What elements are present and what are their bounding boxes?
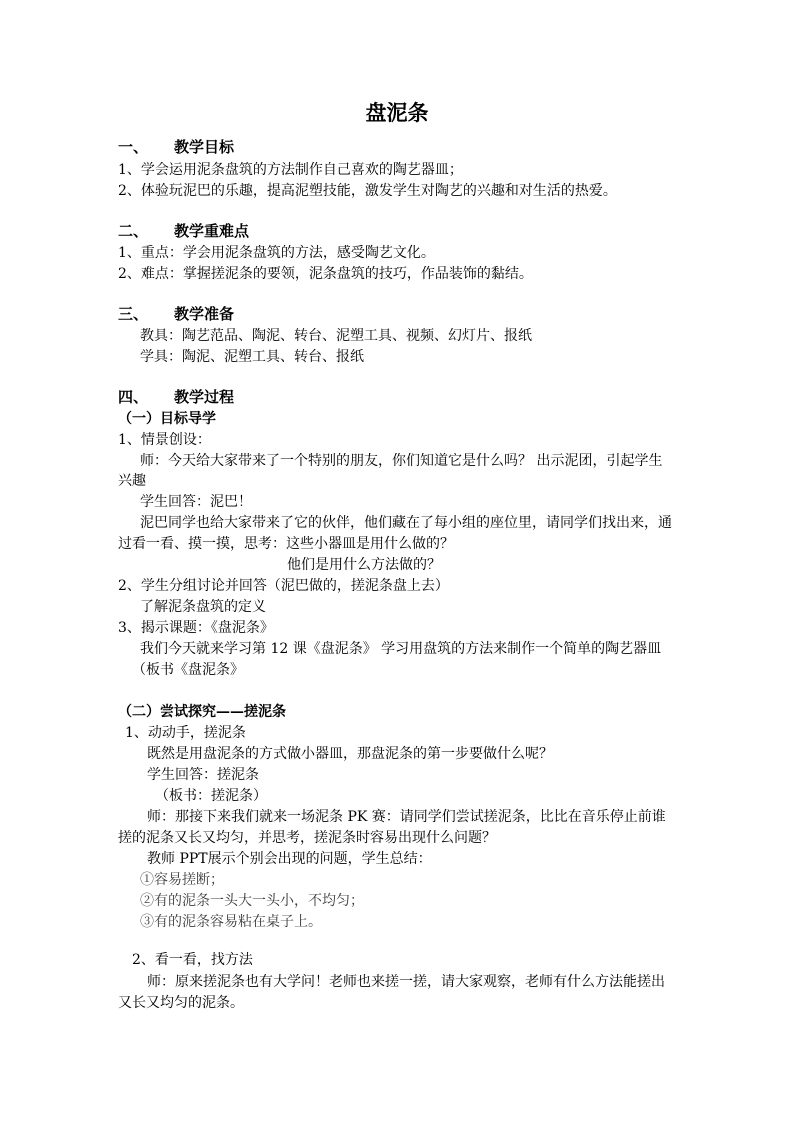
teaching-aids: 教具：陶艺范品、陶泥、转台、泥塑工具、视频、幻灯片、报纸 <box>140 328 532 344</box>
problem-item-3: ③有的泥条容易粘在桌子上。 <box>140 914 322 930</box>
key-point-item-2: 2、难点：掌握搓泥条的要领，泥条盘筑的技巧，作品装饰的黏结。 <box>118 266 533 282</box>
section-title: 教学重难点 <box>174 222 250 240</box>
problem-item-2: ②有的泥条一头大一头小，不均匀； <box>140 893 364 909</box>
paragraph-line: 师：那接下来我们就来一场泥条 PK 赛：请同学们尝试搓泥条，比比在音乐停止前谁 <box>147 809 666 825</box>
paragraph-line: 1、情景创设： <box>118 432 211 448</box>
subsection-heading-trial-exploration: （二）尝试探究——搓泥条 <box>118 704 286 720</box>
paragraph-line: 过看一看、摸一摸，思考：这些小器皿是用什么做的？ <box>118 536 454 552</box>
section-number: 二、 <box>118 222 149 240</box>
section-number: 四、 <box>118 388 149 406</box>
section-heading-process <box>118 387 234 407</box>
section-heading-preparation <box>118 304 234 324</box>
section-title: 教学过程 <box>174 388 235 406</box>
student-aids: 学具：陶泥、泥塑工具、转台、报纸 <box>140 349 364 365</box>
paragraph-line: 搓的泥条又长又均匀，并思考，搓泥条时容易出现什么问题？ <box>118 830 496 846</box>
section-title: 教学准备 <box>174 305 235 323</box>
paragraph-line: 师：今天给大家带来了一个特别的朋友，你们知道它是什么吗？ 出示泥团，引起学生 <box>140 453 663 469</box>
paragraph-line: （板书《盘泥条》 <box>132 662 244 678</box>
subsection-heading-goal-guidance: （一）目标导学 <box>118 411 216 427</box>
section-title: 教学目标 <box>174 138 235 156</box>
paragraph-line: 3、揭示课题：《盘泥条》 <box>118 620 274 636</box>
objective-item-1: 1、学会运用泥条盘筑的方法制作自己喜欢的陶艺器皿； <box>118 162 463 178</box>
paragraph-line: 了解泥条盘筑的定义 <box>140 599 266 615</box>
section-number: 三、 <box>118 305 149 323</box>
paragraph-line: 我们今天就来学习第 12 课《盘泥条》 学习用盘筑的方法来制作一个简单的陶艺器皿 <box>140 641 662 657</box>
section-heading-objectives <box>118 137 234 157</box>
paragraph-line: 学生回答：泥巴！ <box>140 494 252 510</box>
page-title: 盘泥条 <box>365 100 429 125</box>
paragraph-line: （板书：搓泥条） <box>155 788 267 804</box>
section-heading-key-points <box>118 221 249 241</box>
paragraph-line: 学生回答：搓泥条 <box>147 767 259 783</box>
paragraph-line: 既然是用盘泥条的方式做小器皿，那盘泥条的第一步要做什么呢？ <box>147 746 553 762</box>
paragraph-line: 2、看一看，找方法 <box>132 952 253 968</box>
paragraph-line: 又长又均匀的泥条。 <box>118 995 244 1011</box>
problem-item-1: ①容易搓断； <box>140 872 224 888</box>
paragraph-line: 师：原来搓泥条也有大学问！老师也来搓一搓，请大家观察，老师有什么方法能搓出 <box>147 974 665 990</box>
paragraph-line: 泥巴同学也给大家带来了它的伙伴，他们藏在了每小组的座位里，请同学们找出来，通 <box>140 515 672 531</box>
objective-item-2: 2、体验玩泥巴的乐趣，提高泥塑技能，激发学生对陶艺的兴趣和对生活的热爱。 <box>118 183 617 199</box>
paragraph-line: 教师 PPT展示个别会出现的问题，学生总结： <box>147 851 432 867</box>
paragraph-line: 他们是用什么方法做的？ <box>287 557 441 573</box>
paragraph-line: 兴趣 <box>118 473 146 489</box>
key-point-item-1: 1、重点：学会用泥条盘筑的方法，感受陶艺文化。 <box>118 245 435 261</box>
paragraph-line: 1、动动手，搓泥条 <box>125 725 246 741</box>
section-number: 一、 <box>118 138 149 156</box>
paragraph-line: 2、学生分组讨论并回答（泥巴做的，搓泥条盘上去） <box>118 578 449 594</box>
